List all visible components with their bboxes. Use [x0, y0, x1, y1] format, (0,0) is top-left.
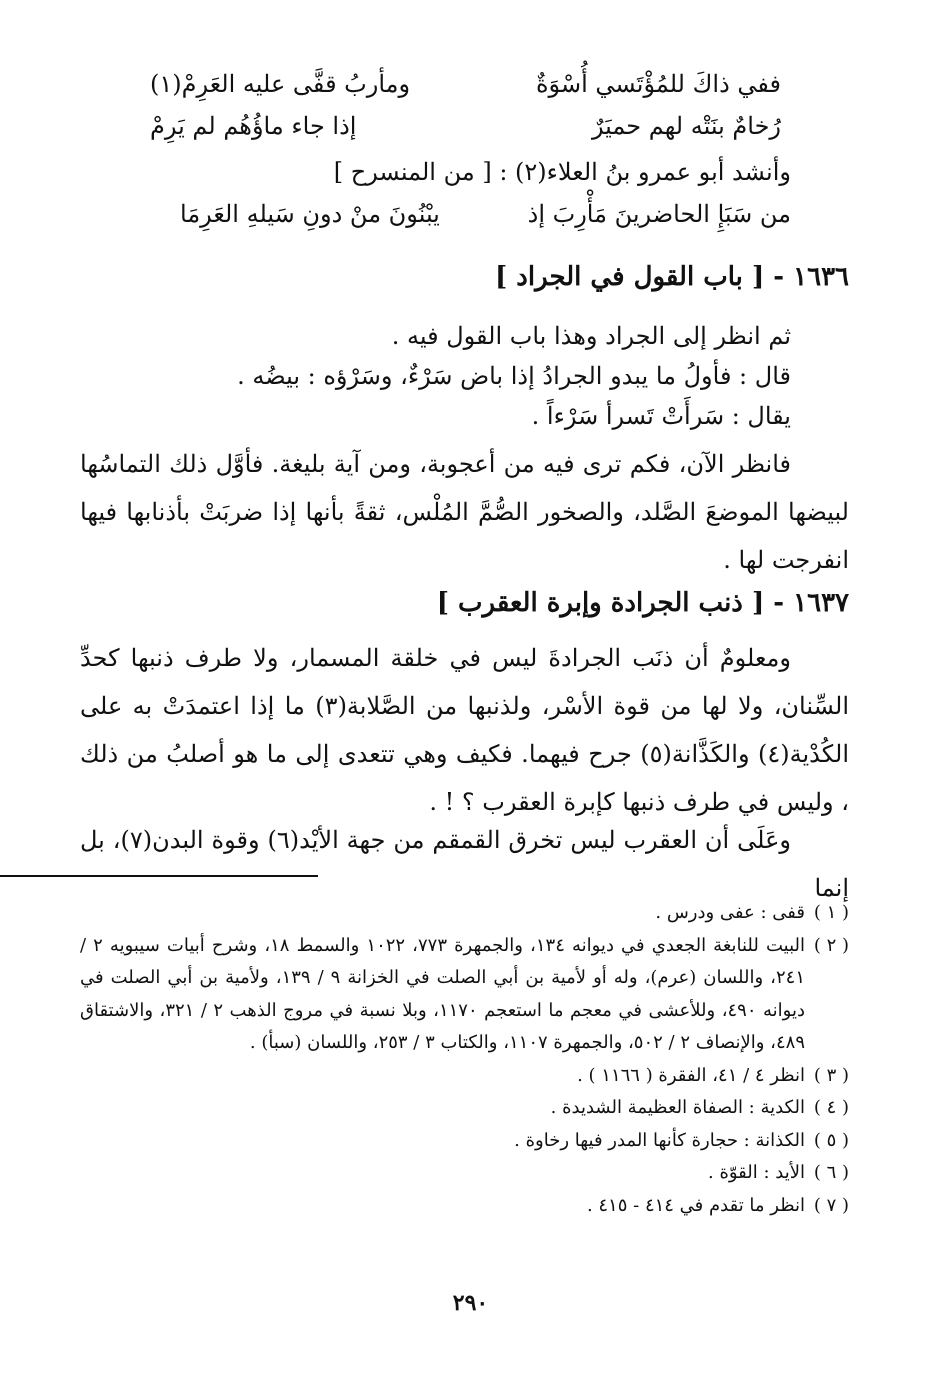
section-heading-1637: ١٦٣٧ - [ ذنب الجرادة وإبرة العقرب ]	[436, 588, 849, 618]
paragraph-text: فانظر الآن، فكم ترى فيه من أعجوبة، ومن آية بليغة. فأوَّل ذلك التماسُها لبيضها الموضعَ الصَّلد، والصخور الصُّمَّ المُلْس، ثقةً بأنها إذا ضربَتْ بأذنابها فيها انفرجت لها .	[80, 450, 849, 574]
footnote-number: ( ٢ )	[813, 934, 849, 956]
footnote	[80, 1060, 849, 1093]
verse-hemistich-right: ففي ذاكَ للمُؤْتَسي أُسْوَةٌ	[535, 70, 781, 98]
footnote-text: الكذانة : حجارة كأنها المدر فيها رخاوة .	[514, 1129, 805, 1151]
verse-line-1	[150, 70, 781, 98]
footnote-text: الأيد : القوّة .	[708, 1162, 805, 1183]
footnote-number: ( ٥ )	[813, 1129, 849, 1151]
footnote-text: انظر ٤ / ٤١، الفقرة ( ١١٦٦ ) .	[577, 1064, 805, 1086]
verse-hemistich-left: ومأربُ قفَّى عليه العَرِمْ(١)	[150, 70, 411, 98]
footnote	[80, 930, 849, 1060]
paragraph-text: ومعلومٌ أن ذنَب الجرادةَ ليس في خلقة المسمار، ولا طرف ذنبها كحدِّ السِّنان، ولا لها من قوة الأسْر، ولذنبها من الصَّلابة(٣) ما إذا اعتمدَتْ به على الكُدْية(٤) والكَذَّانة(٥) جرح فيهما. فكيف وهي تتعدى إلى ما هو أصلبُ من ذلك ، وليس في طرف ذنبها كإبرة العقرب ؟ ! .	[80, 644, 850, 816]
footnote	[80, 1092, 849, 1125]
verse-line-3	[180, 200, 791, 228]
section-heading-1636: ١٦٣٦ - [ باب القول في الجراد ]	[494, 262, 849, 292]
footnote-text: الكدية : الصفاة العظيمة الشديدة .	[550, 1097, 805, 1118]
footnote	[80, 1157, 849, 1190]
footnote-number: ( ١ )	[813, 902, 849, 923]
footnote-number: ( ٤ )	[813, 1097, 849, 1118]
footnote-number: ( ٦ )	[813, 1162, 849, 1183]
footnote-text: انظر ما تقدم في ٤١٤ - ٤١٥ .	[586, 1194, 805, 1216]
paragraph-1637-a	[80, 634, 849, 826]
verse-line-2	[150, 112, 781, 140]
footnote	[80, 897, 849, 930]
verse-hemistich-left: إذا جاء ماؤُهُم لم يَرِمْ	[150, 112, 357, 140]
verse-hemistich-right: من سَبَإِ الحاضرينَ مَأْرِبَ إذ	[527, 200, 791, 228]
verse-hemistich-right: رُخامٌ بنَتْه لهم حميَرٌ	[591, 112, 781, 140]
intro-line: وأنشد أبو عمرو بنُ العلاء(٢) : [ من المنسرح ]	[333, 158, 791, 186]
verse-hemistich-left: يبْنُونَ منْ دونِ سَيلهِ العَرِمَا	[180, 200, 440, 228]
page-number: ٢٩٠	[452, 1290, 489, 1316]
text-line: ثم انظر إلى الجراد وهذا باب القول فيه .	[391, 322, 791, 350]
footnote	[80, 1125, 849, 1158]
footnote-text: قفى : عفى ودرس .	[655, 902, 805, 923]
footnote-number: ( ٧ )	[813, 1194, 849, 1216]
footnote-text: البيت للنابغة الجعدي في ديوانه ١٣٤، والجمهرة ٧٧٣، ١٠٢٢ والسمط ١٨، وشرح أبيات سيبويه ٢ / ٢٤١، واللسان (عرم)، وله أو لأمية بن أبي الصلت في الخزانة ٩ / ١٣٩، ولأمية بن أبي الصلت في ديوانه ٤٩٠، وللأعشى في معجم ما استعجم ١١٧٠، وبلا نسبة في مروج الذهب ٢ / ٣٢١، والاشتقاق ٤٨٩، والإنصاف ٢ / ٥٠٢، والجمهرة ١١٠٧، والكتاب ٣ / ٢٥٣، واللسان (سبأ) .	[80, 934, 805, 1053]
footnotes	[80, 897, 849, 1222]
footnote	[80, 1190, 849, 1223]
footnote-number: ( ٣ )	[813, 1064, 849, 1086]
text-line: يقال : سَرأَتْ تَسرأ سَرْءاً .	[531, 402, 791, 430]
text-line: قال : فأولُ ما يبدو الجرادُ إذا باض سَرْءٌ، وسَرْؤه : بيضُه .	[237, 362, 791, 390]
paragraph-text: وعَلَى أن العقرب ليس تخرق القمقم من جهة الأيْد(٦) وقوة البدن(٧)، بل إنما	[80, 826, 849, 902]
paragraph-1636	[80, 440, 849, 584]
